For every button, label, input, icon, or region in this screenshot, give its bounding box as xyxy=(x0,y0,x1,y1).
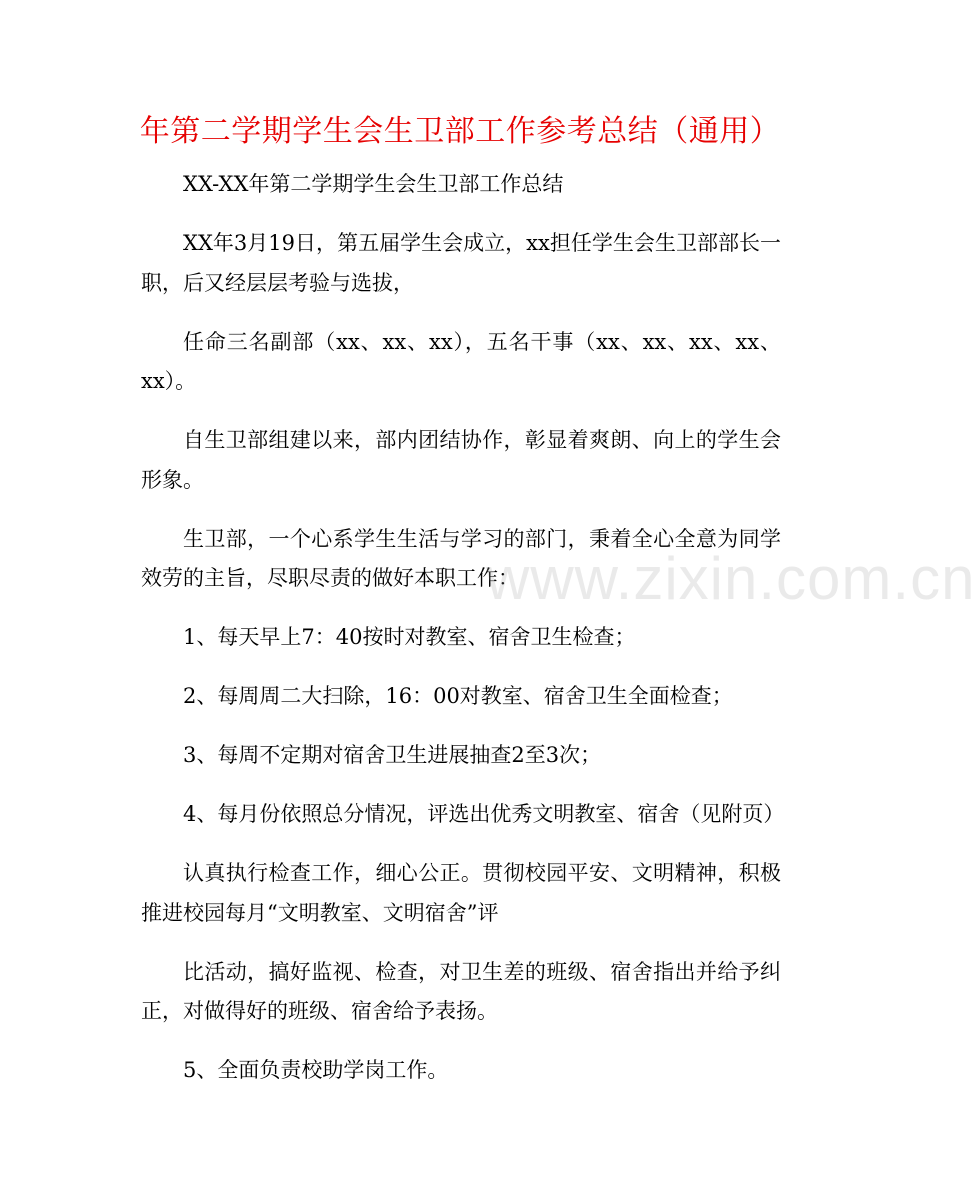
list-item: 4、每月份依照总分情况，评选出优秀文明教室、宿舍（见附页） xyxy=(183,802,785,827)
paragraph: 比活动，搞好监视、检查，对卫生差的班级、宿舍指出并给予纠正，对做得好的班级、宿舍给予表扬。 xyxy=(141,959,781,1024)
paragraph: 生卫部，一个心系学生生活与学习的部门，秉着全心全意为同学效劳的主旨，尽职尽责的做好本职工作： xyxy=(141,526,781,590)
paragraph: XX年3月19日，第五届学生会成立，xx担任学生会生卫部部长一职，后又经层层考验与选拔， xyxy=(141,231,781,295)
watermark: www.zixin.com.cn xyxy=(486,545,975,612)
paragraph: 任命三名副部（xx、xx、xx），五名干事（xx、xx、xx、xx、xx）。 xyxy=(141,329,781,393)
paragraph: 自生卫部组建以来，部内团结协作，彰显着爽朗、向上的学生会形象。 xyxy=(141,428,781,492)
paragraph: 认真执行检查工作，细心公正。贯彻校园平安、文明精神，积极推进校园每月“文明教室、文明宿舍”评 xyxy=(141,861,781,925)
list-item: 3、每周不定期对宿舍卫生进展抽查2至3次； xyxy=(183,743,602,768)
list-item: 2、每周周二大扫除，16：00对教室、宿舍卫生全面检查； xyxy=(183,684,733,709)
list-item: 5、全面负责校助学岗工作。 xyxy=(183,1058,449,1083)
document-body xyxy=(141,165,785,1111)
list-item: 1、每天早上7：40按时对教室、宿舍卫生检查； xyxy=(183,625,636,650)
paragraph-subtitle: XX-XX年第二学期学生会生卫部工作总结 xyxy=(183,172,564,196)
document-title: 年第二学期学生会生卫部工作参考总结（通用） xyxy=(139,114,781,149)
